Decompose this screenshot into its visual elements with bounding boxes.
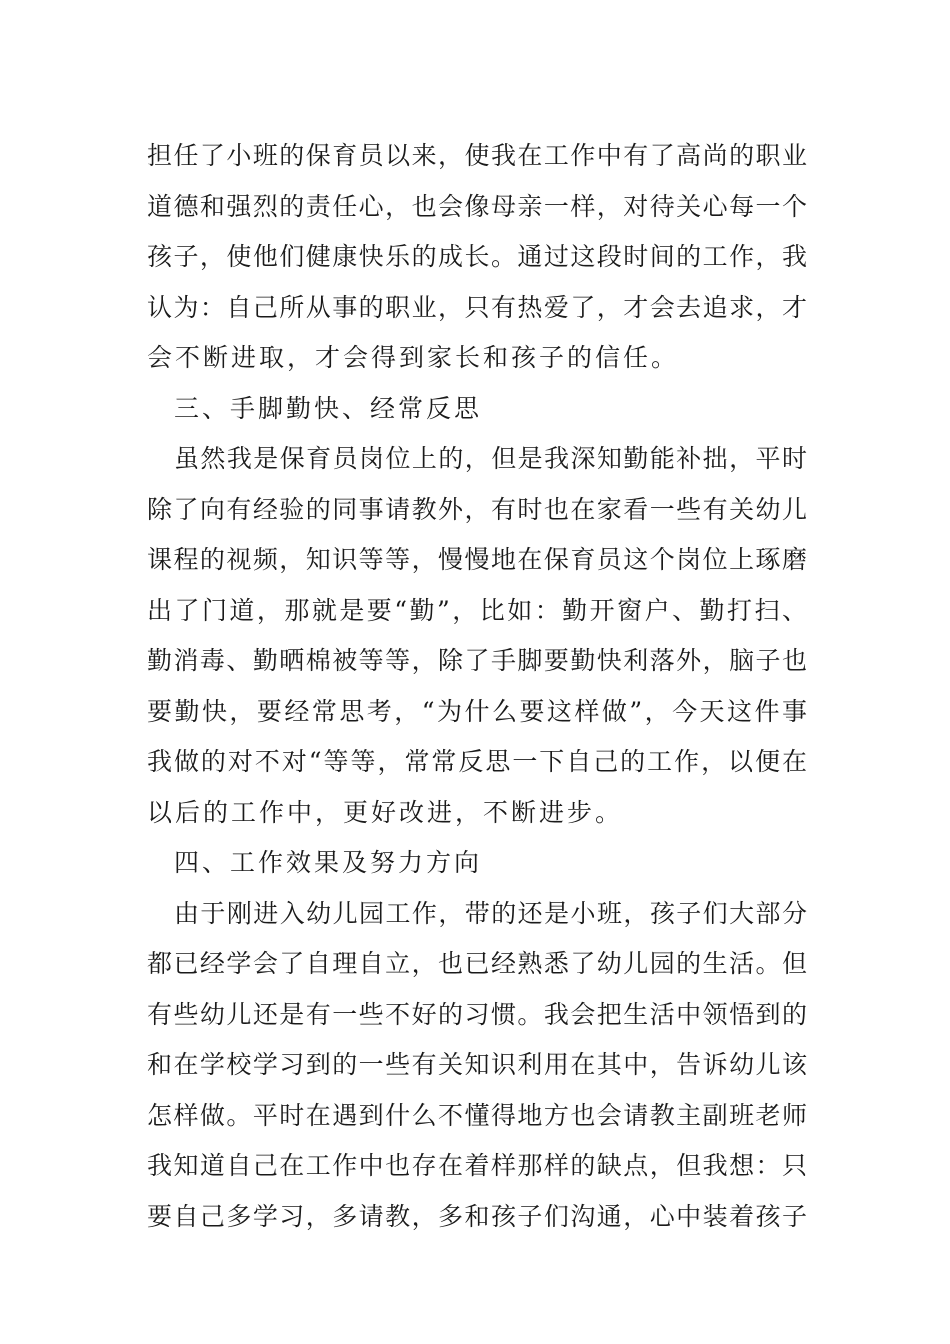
paragraph-line: 会不断进取，才会得到家长和孩子的信任。 [147,343,680,372]
body-text [147,131,807,1242]
paragraph-line: 道德和强烈的责任心，也会像母亲一样，对待关心每一个 [147,191,807,221]
paragraph-line: 课程的视频，知识等等，慢慢地在保育员这个岗位上琢磨 [147,545,807,574]
paragraph-line: 要勤快，要经常思考，“为什么要这样做”，今天这件事 [147,696,807,726]
paragraph-line: 要自己多学习，多请教，多和孩子们沟通，心中装着孩子 [147,1201,807,1231]
paragraph-line: 孩子，使他们健康快乐的成长。通过这段时间的工作，我 [147,242,807,271]
paragraph-line: 虽然我是保育员岗位上的，但是我深知勤能补拙，平时 [174,444,807,473]
paragraph-line: 怎样做。平时在遇到什么不懂得地方也会请教主副班老师 [147,1100,807,1130]
paragraph-line: 都已经学会了自理自立，也已经熟悉了幼儿园的生活。但 [147,949,807,978]
paragraph-line: 认为：自己所从事的职业，只有热爱了，才会去追求，才 [147,292,807,322]
section-heading: 四、工作效果及努力方向 [174,848,483,877]
paragraph-line: 除了向有经验的同事请教外，有时也在家看一些有关幼儿 [147,494,807,524]
paragraph-line: 由于刚进入幼儿园工作，带的还是小班，孩子们大部分 [174,898,807,928]
paragraph-line: 我做的对不对“等等，常常反思一下自己的工作，以便在 [147,747,807,776]
paragraph-line: 有些幼儿还是有一些不好的习惯。我会把生活中领悟到的 [147,999,807,1029]
paragraph-line: 勤消毒、勤晒棉被等等，除了手脚要勤快利落外，脑子也 [147,646,807,675]
paragraph-line: 我知道自己在工作中也存在着样那样的缺点，但我想：只 [147,1151,807,1180]
paragraph-line: 以后的工作中，更好改进，不断进步。 [147,797,624,827]
paragraph-line: 和在学校学习到的一些有关知识利用在其中，告诉幼儿该 [147,1050,807,1079]
paragraph-line: 出了门道，那就是要“勤”，比如：勤开窗户、勤打扫、 [147,595,807,625]
paragraph-line: 担任了小班的保育员以来，使我在工作中有了高尚的职业 [147,141,807,170]
section-heading: 三、手脚勤快、经常反思 [174,393,483,423]
